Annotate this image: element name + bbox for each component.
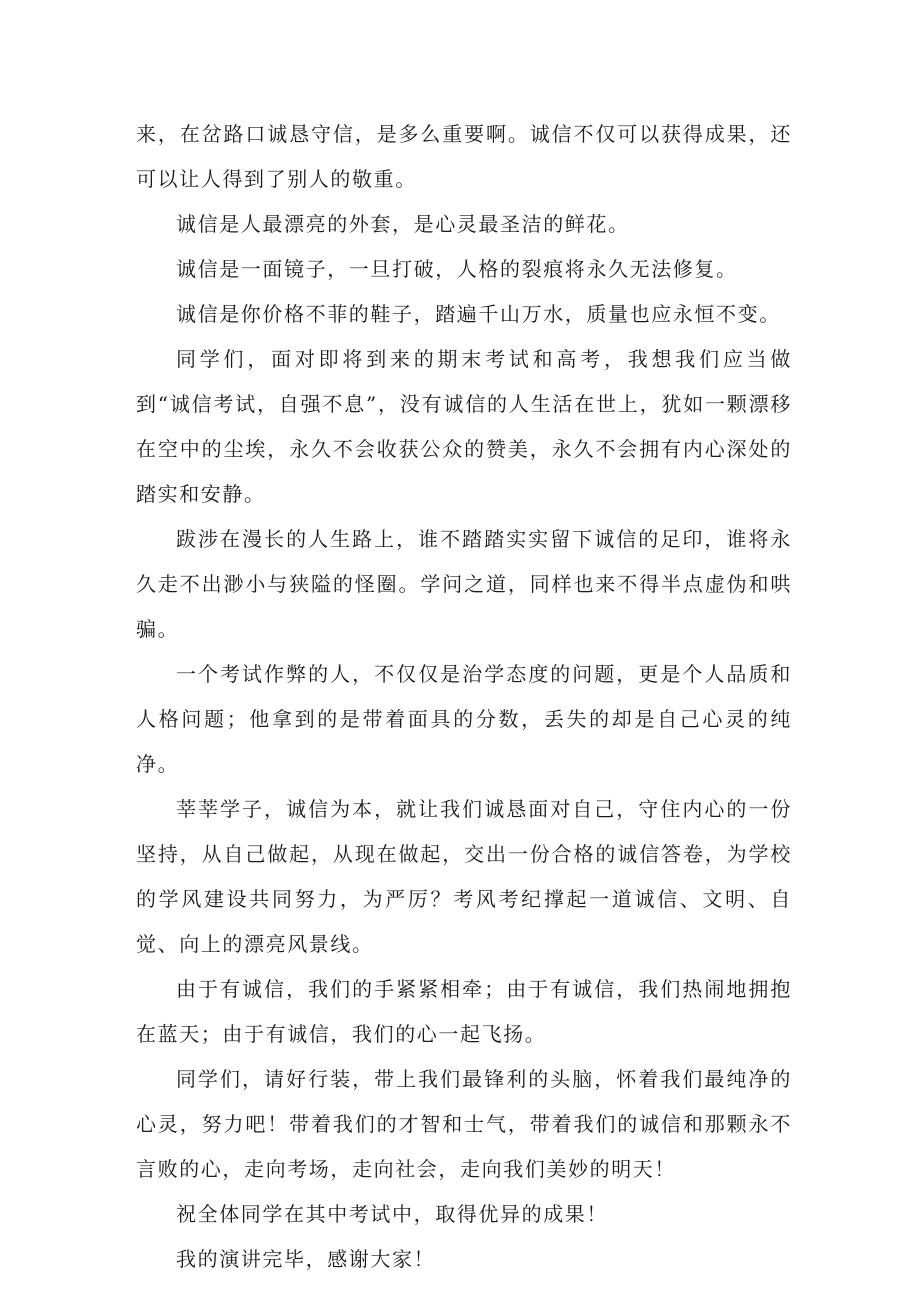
paragraph-because-integrity: 由于有诚信，我们的手紧紧相牵；由于有诚信，我们热闹地拥抱在蓝天；由于有诚信，我们的心一起飞扬。: [136, 977, 792, 1046]
speech-body: [136, 112, 792, 1282]
paragraph-continuation: 来，在岔路口诚恳守信，是多么重要啊。诚信不仅可以获得成果，还可以让人得到了别人的敬重。: [136, 122, 792, 191]
paragraph-integrity-shoes: 诚信是你价格不菲的鞋子，踏遍千山万水，质量也应永恒不变。: [176, 302, 781, 326]
paragraph-exam-integrity: 同学们，面对即将到来的期末考试和高考，我想我们应当做到“诚信考试，自强不息”，没有诚信的人生活在世上，犹如一颗漂移在空中的尘埃，永久不会收获公众的赞美，永久不会拥有内心深处的踏实和安静。: [136, 347, 792, 506]
paragraph-cheating: 一个考试作弊的人，不仅仅是治学态度的问题，更是个人品质和人格问题；他拿到的是带着面具的分数，丢失的却是自己心灵的纯净。: [136, 662, 792, 776]
paragraph-wishes: 祝全体同学在其中考试中，取得优异的成果！: [176, 1202, 608, 1226]
paragraph-integrity-coat: 诚信是人最漂亮的外套，是心灵最圣洁的鲜花。: [176, 212, 630, 236]
paragraph-integrity-mirror: 诚信是一面镜子，一旦打破，人格的裂痕将永久无法修复。: [176, 257, 738, 281]
paragraph-life-road: 跋涉在漫长的人生路上，谁不踏踏实实留下诚信的足印，谁将永久走不出渺小与狭隘的怪圈。学问之道，同样也来不得半点虚伪和哄骗。: [136, 527, 792, 641]
paragraph-students: 莘莘学子，诚信为本，就让我们诚恳面对自己，守住内心的一份坚持，从自己做起，从现在做起，交出一份合格的诚信答卷，为学校的学风建设共同努力，为严厉？考风考纪撑起一道诚信、文明、自觉、向上的漂亮风景线。: [136, 797, 792, 956]
paragraph-call-to-action: 同学们，请好行装，带上我们最锋利的头脑，怀着我们最纯净的心灵，努力吧！带着我们的才智和士气，带着我们的诚信和那颗永不言败的心，走向考场，走向社会，走向我们美妙的明天！: [136, 1067, 792, 1181]
paragraph-closing: 我的演讲完毕，感谢大家！: [176, 1247, 436, 1271]
